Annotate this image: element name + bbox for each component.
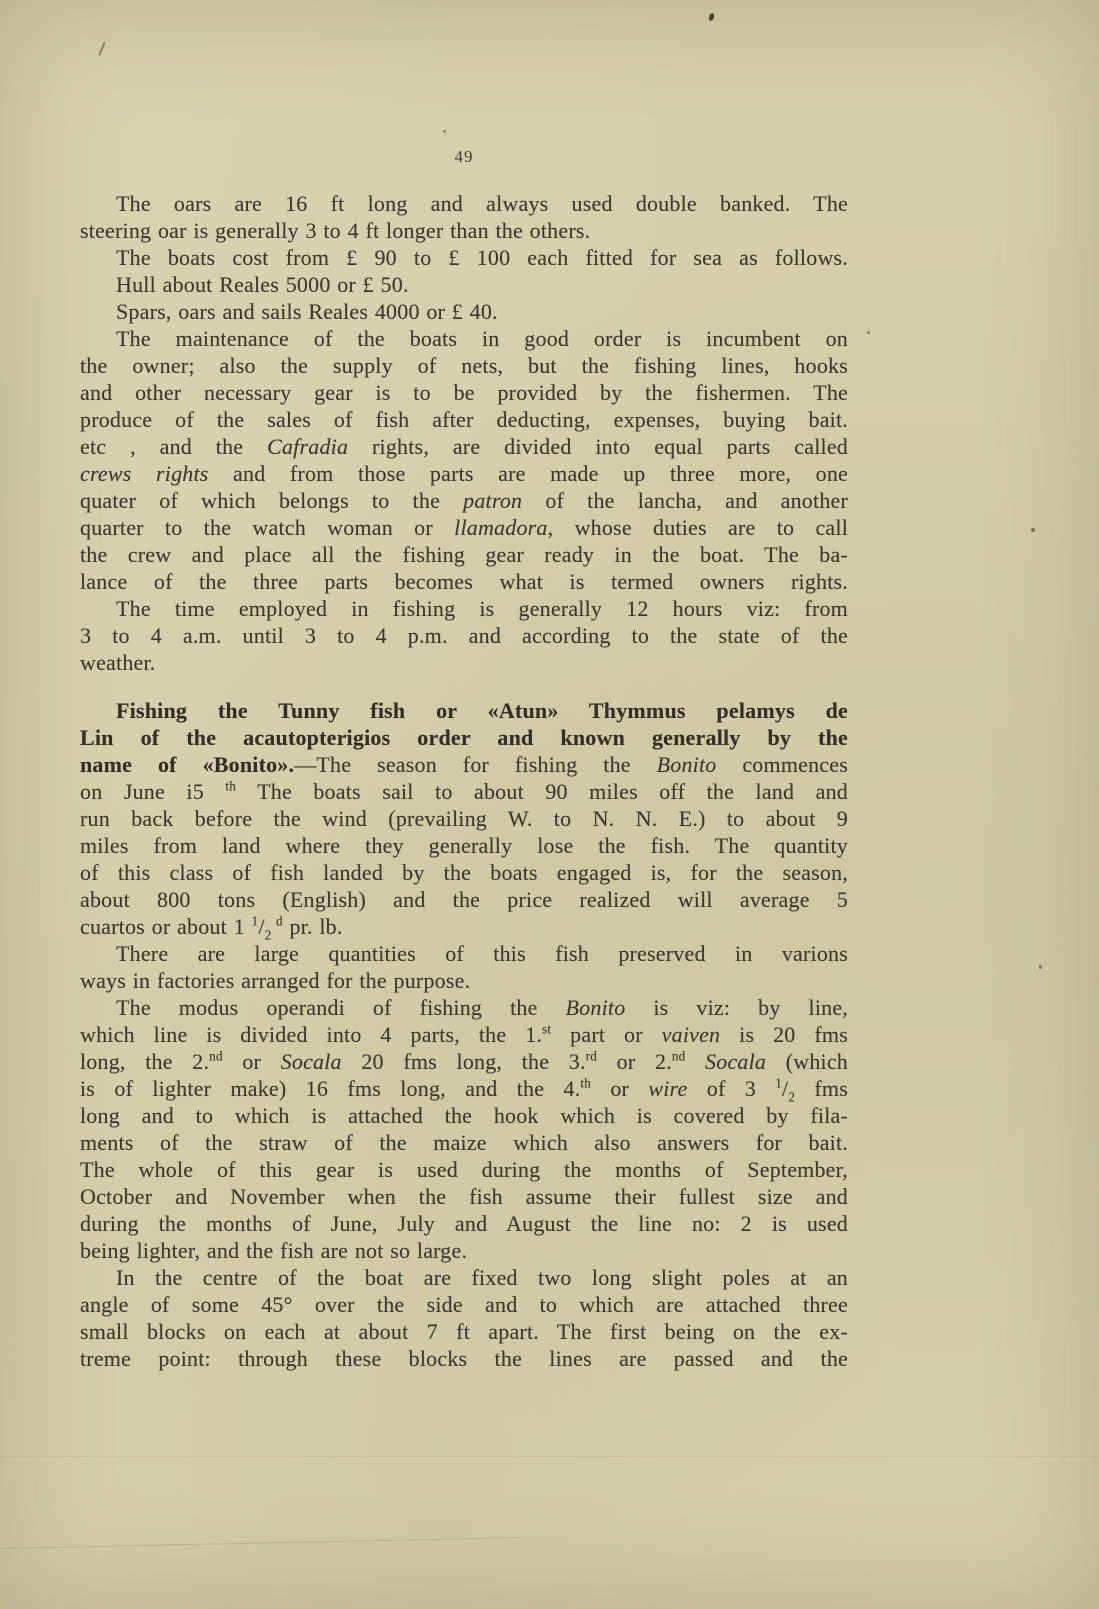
text-run-i: wire — [648, 1076, 688, 1101]
text-run: The modus operandi of fishing the — [116, 995, 566, 1020]
paragraph-fishing-time — [80, 595, 848, 676]
text-run-i: patron — [463, 488, 523, 513]
text-run: (which — [766, 1049, 849, 1074]
text-line — [80, 1048, 848, 1075]
text-run-sup: st — [542, 1021, 552, 1037]
text-line — [80, 649, 848, 676]
text-run-b: Fishing the Tunny fish or «Atun» Thymmus pelamys de — [116, 698, 848, 723]
text-run: treme point: through these blocks the lines are passed and the — [80, 1346, 848, 1371]
text-run-i: llamadora — [454, 515, 548, 540]
paragraph-boat-cost — [80, 244, 848, 271]
text-run: There are large quantities of this fish preserved in varions — [116, 941, 848, 966]
paragraph-poles — [80, 1264, 848, 1372]
text-line — [80, 940, 848, 967]
text-run: etc , and the — [80, 434, 268, 459]
text-run: or — [591, 1076, 649, 1101]
text-line — [80, 751, 848, 778]
text-run: angle of some 45° over the side and to which are attached three — [80, 1292, 848, 1317]
paper-crease — [0, 1537, 520, 1549]
text-run: which line is divided into 4 parts, the 1. — [80, 1022, 543, 1047]
text-run: of the lancha, and another — [522, 488, 849, 513]
text-run — [685, 1049, 705, 1074]
text-line — [80, 514, 848, 541]
paper-crease — [0, 1456, 1099, 1457]
text-line — [80, 1183, 848, 1210]
ink-speck — [1039, 965, 1042, 969]
text-run-sup: 1 — [251, 913, 259, 929]
text-line — [80, 1129, 848, 1156]
text-run-i: Bonito — [656, 752, 717, 777]
text-run-b: Lin of the acautopterigios order and known generally by the — [80, 725, 848, 750]
text-line — [80, 190, 848, 217]
text-line — [80, 1102, 848, 1129]
text-line — [80, 298, 848, 325]
text-run-sup: 1 — [775, 1075, 783, 1091]
text-run: is 20 fms — [720, 1022, 848, 1047]
text-run: part or — [551, 1022, 662, 1047]
text-run: or 2. — [597, 1049, 672, 1074]
text-run-i: Bonito — [565, 995, 626, 1020]
text-column — [80, 143, 848, 1372]
text-run: or — [222, 1049, 281, 1074]
text-line — [80, 859, 848, 886]
text-run: cuartos or about 1 — [80, 914, 252, 939]
text-run-i: Socala — [705, 1049, 767, 1074]
text-run: Hull about Reales 5000 or £ 50. — [116, 272, 409, 297]
text-run: lance of the three parts becomes what is termed owners rights. — [80, 569, 848, 594]
ink-speck — [1031, 528, 1035, 532]
text-line — [80, 1318, 848, 1345]
text-line — [80, 697, 848, 724]
text-run: during the months of June, July and August the line no: 2 is used — [80, 1211, 848, 1236]
text-line — [80, 433, 848, 460]
text-run: small blocks on each at about 7 ft apart. The first being on the ex- — [80, 1319, 848, 1344]
text-run: of 3 — [687, 1076, 776, 1101]
text-line — [80, 724, 848, 751]
text-line — [80, 325, 848, 352]
text-line — [80, 778, 848, 805]
paragraph-preserved — [80, 940, 848, 994]
text-line — [80, 352, 848, 379]
text-line — [80, 1021, 848, 1048]
text-run: long, the 2. — [80, 1049, 210, 1074]
paragraph-oars — [80, 190, 848, 244]
text-run: fms — [795, 1076, 848, 1101]
text-run: The time employed in fishing is generally 12 hours viz: from — [116, 596, 848, 621]
text-run: The boats cost from £ 90 to £ 100 each fitted for sea as follows. — [116, 245, 848, 270]
text-run: , whose duties are to call — [547, 515, 849, 540]
text-run: —The season for fishing the — [294, 752, 657, 777]
text-run-sub: 2 — [788, 1089, 796, 1105]
ink-speck — [708, 12, 715, 21]
text-run: produce of the sales of fish after deducting, expenses, buying bait. — [80, 407, 848, 432]
text-run: In the centre of the boat are fixed two long slight poles at an — [116, 1265, 848, 1290]
text-run: run back before the wind (prevailing W. to N. N. E.) to about 9 — [80, 806, 848, 831]
text-line — [80, 460, 848, 487]
text-run: October and November when the fish assume their fullest size and — [80, 1184, 848, 1209]
text-line — [80, 1075, 848, 1105]
text-run-i: crews rights — [80, 461, 209, 486]
text-run: of this class of fish landed by the boats engaged is, for the season, — [80, 860, 848, 885]
text-line — [80, 886, 848, 913]
ink-speck — [98, 41, 105, 56]
text-run: 3 to 4 a.m. until 3 to 4 p.m. and according to the state of the — [80, 623, 848, 648]
page-text — [80, 190, 848, 1372]
text-line — [80, 622, 848, 649]
text-line — [80, 379, 848, 406]
text-line — [80, 1237, 848, 1264]
text-run: The whole of this gear is used during the months of September, — [80, 1157, 848, 1182]
text-run: 20 fms long, the 3. — [341, 1049, 586, 1074]
text-run-sup: th — [225, 778, 237, 794]
text-run: the crew and place all the fishing gear ready in the boat. The ba- — [80, 542, 848, 567]
text-run: the owner; also the supply of nets, but the fishing lines, hooks — [80, 353, 848, 378]
text-run: commences — [716, 752, 848, 777]
page-number: 49 — [454, 147, 474, 166]
text-run: quater of which belongs to the — [80, 488, 464, 513]
text-line — [80, 1210, 848, 1237]
text-run: quarter to the watch woman or — [80, 515, 455, 540]
text-line — [80, 217, 848, 244]
text-run: / — [782, 1076, 789, 1101]
paragraph-modus-operandi — [80, 994, 848, 1264]
text-run: The maintenance of the boats in good order is incumbent on — [116, 326, 848, 351]
text-run-sup: nd — [209, 1048, 223, 1064]
text-run: steering oar is generally 3 to 4 ft longer than the others. — [80, 218, 591, 243]
text-line — [80, 541, 848, 568]
paragraph-tunny-section — [80, 697, 848, 943]
text-run: about 800 tons (English) and the price realized will average 5 — [80, 887, 848, 912]
text-run: The oars are 16 ft long and always used double banked. The — [116, 191, 848, 216]
text-run: and other necessary gear is to be provided by the fishermen. The — [80, 380, 848, 405]
text-line — [80, 1291, 848, 1318]
paragraph-spars-cost — [80, 298, 848, 325]
text-line — [80, 568, 848, 595]
text-line — [80, 913, 848, 943]
text-run: is of lighter make) 16 fms long, and the 4. — [80, 1076, 581, 1101]
text-run: pr. lb. — [282, 914, 343, 939]
text-run-i: Socala — [280, 1049, 342, 1074]
text-run-b: name of «Bonito». — [80, 752, 295, 777]
text-line — [80, 595, 848, 622]
text-run-i: Cafradia — [267, 434, 349, 459]
ink-speck — [443, 130, 446, 133]
text-run: Spars, oars and sails Reales 4000 or £ 40. — [116, 299, 498, 324]
ink-speck — [867, 331, 870, 334]
text-run: ments of the straw of the maize which also answers for bait. — [80, 1130, 848, 1155]
text-run: / — [258, 914, 265, 939]
text-line — [80, 967, 848, 994]
text-line — [80, 487, 848, 514]
text-run: on June i5 — [80, 779, 226, 804]
text-run: long and to which is attached the hook which is covered by fila- — [80, 1103, 848, 1128]
text-run-sup: nd — [671, 1048, 686, 1064]
text-run-i: vaiven — [661, 1022, 721, 1047]
text-run: and from those parts are made up three more, one — [208, 461, 848, 486]
paragraph-maintenance — [80, 325, 848, 595]
text-line — [80, 832, 848, 859]
text-line — [80, 994, 848, 1021]
text-run: weather. — [80, 650, 156, 675]
text-line — [80, 271, 848, 298]
text-line — [80, 406, 848, 433]
text-run: ways in factories arranged for the purpose. — [80, 968, 471, 993]
text-line — [80, 805, 848, 832]
text-run-sup: rd — [585, 1048, 598, 1064]
text-run: is viz: by line, — [625, 995, 848, 1020]
text-run: being lighter, and the fish are not so large. — [80, 1238, 468, 1263]
text-run-sup: d — [271, 913, 283, 929]
text-line — [80, 1264, 848, 1291]
text-run: The boats sail to about 90 miles off the land and — [236, 779, 848, 804]
paragraph-hull-cost — [80, 271, 848, 298]
text-run: miles from land where they generally lose the fish. The quantity — [80, 833, 848, 858]
text-line — [80, 1156, 848, 1183]
text-run: rights, are divided into equal parts called — [348, 434, 848, 459]
text-line — [80, 1345, 848, 1372]
text-run-sup: th — [580, 1075, 592, 1091]
text-run-sub: 2 — [264, 927, 272, 943]
text-line — [80, 244, 848, 271]
